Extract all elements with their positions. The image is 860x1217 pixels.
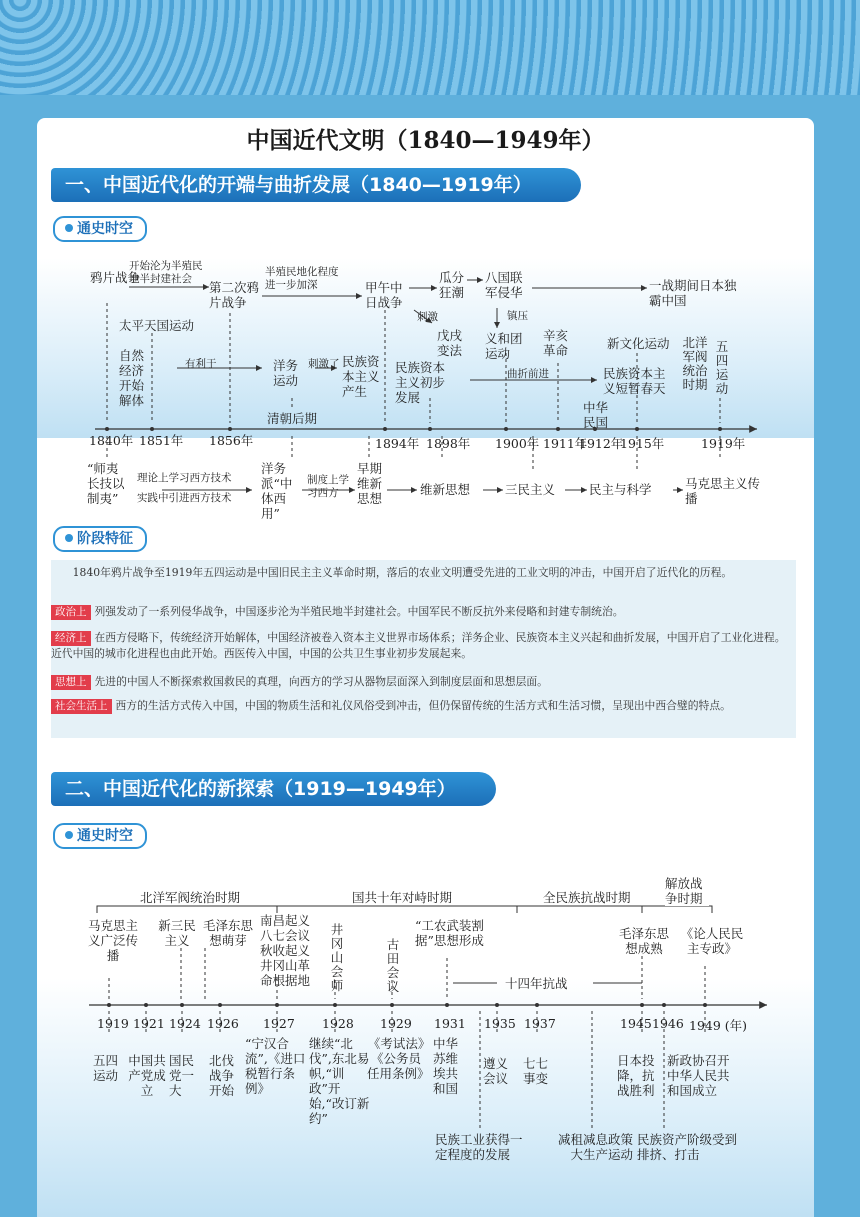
year2-1931: 1931 <box>434 1016 466 1031</box>
label-helpful: 有利于 <box>185 358 217 370</box>
thought-early-reform: 早期维新思想 <box>357 461 383 506</box>
event-chinese-soviet: 中华苏维埃共和国 <box>433 1036 459 1096</box>
section1-pill-timeline: 通史时空 <box>53 216 147 242</box>
decorative-wave-band <box>0 0 860 95</box>
year-1851: 1851年 <box>139 433 184 448</box>
event-may-fourth: 五四运动 <box>715 339 729 396</box>
event-nanchang-uprising: 南昌起义八七会议秋收起义井冈山革命根据地 <box>259 913 310 988</box>
label-semi-colonial-deepen: 半殖民地化程度进一步加深 <box>265 266 339 291</box>
thought-shiyi: “师夷长技以制夷” <box>87 461 125 506</box>
period-liberation: 解放战争时期 <box>665 876 709 906</box>
event-zunyi: 遵义会议 <box>483 1056 509 1086</box>
event-ninghan-merge: “宁汉合流”,《进口税暂行条例》 <box>245 1036 306 1096</box>
year-1919: 1919年 <box>701 436 746 451</box>
event-kmt-congress: 国民党一大 <box>169 1053 195 1098</box>
year2-1924: 1924 <box>169 1016 201 1031</box>
year-1911: 1911年 <box>543 436 588 451</box>
label-zigzag: 曲折前进 <box>507 368 549 380</box>
features-intro: 1840年鸦片战争至1919年五四运动是中国旧民主主义革命时期，落后的农业文明遭受先进的工业文明的冲击，中国开启了近代化的历程。 <box>72 566 733 579</box>
label-stimulate: 刺激 <box>417 311 438 323</box>
feature-politics: 政治上 列强发动了一系列侵华战争，中国逐步沦为半殖民地半封建社会。中国军民不断反抗外来侵略和封建专制统治。 <box>51 604 796 620</box>
event-sino-japanese-war: 甲午中日战争 <box>365 280 403 310</box>
thought-yangwupai: 洋务派“中体西用” <box>261 461 293 521</box>
label-late-qing: 清朝后期 <box>267 411 318 426</box>
event-gutian: 古田会议 <box>386 937 400 994</box>
label-natural-economy: 自然经济开始解体 <box>119 348 145 408</box>
event-northern-expedition: 北伐战争开始 <box>209 1053 235 1098</box>
section1-pill-features: 阶段特征 <box>53 526 147 552</box>
section1-heading: 一、中国近代化的开端与曲折发展（1840—1919年） <box>51 168 581 202</box>
label-stimulated: 刺激了 <box>308 358 340 370</box>
year2-1929: 1929 <box>380 1016 412 1031</box>
event-mao-thought-mature: 毛泽东思想成熟 <box>618 926 669 956</box>
event-industry-develop: 民族工业获得一定程度的发展 <box>435 1132 523 1162</box>
period-anti-japanese: 全民族抗战时期 <box>540 890 634 905</box>
event-opium-war: 鸦片战争 <box>90 270 141 285</box>
event-reform-1898: 戊戌变法 <box>437 328 463 358</box>
feature-society: 社会生活上 西方的生活方式传入中国，中国的物质生活和礼仪风俗受到冲击，但仍保留传统的生活方式和生活习惯，呈现出中西合璧的特点。 <box>51 698 796 714</box>
label-practice: 实践中引进西方技术 <box>137 492 232 504</box>
year2-1927: 1927 <box>263 1016 295 1031</box>
year-1915: 1915年 <box>620 436 665 451</box>
event-ww1-japan: 一战期间日本独霸中国 <box>649 278 737 308</box>
event-may4-1919: 五四运动 <box>93 1053 119 1083</box>
year-1894: 1894年 <box>375 436 420 451</box>
event-boxer-movement: 义和团运动 <box>485 331 523 361</box>
page-title: 中国近代文明（1840—1949年） <box>246 127 605 154</box>
document-page <box>37 118 814 1217</box>
thought-three-principles: 三民主义 <box>505 482 556 497</box>
event-taiping: 太平天国运动 <box>119 318 195 333</box>
event-peoples-democratic-dictatorship: 《论人民民主专政》 <box>680 926 744 956</box>
year-1912: 1912年 <box>579 436 624 451</box>
event-rent-reduction: 减租减息政策大生产运动 <box>557 1132 633 1162</box>
year2-1937: 1937 <box>524 1016 556 1031</box>
section2-pill-timeline: 通史时空 <box>53 823 147 849</box>
event-new-culture: 新文化运动 <box>607 336 670 351</box>
period-beiyang: 北洋军阀统治时期 <box>137 890 243 905</box>
year2-1945: 1945 <box>620 1016 652 1031</box>
label-semi-colonial: 开始沦为半殖民地半封建社会 <box>129 260 203 285</box>
year-1856: 1856年 <box>209 433 254 448</box>
year2-1921: 1921 <box>133 1016 165 1031</box>
event-prc-founded: 新政协召开中华人民共和国成立 <box>667 1053 730 1098</box>
event-japan-surrender: 日本投降，抗战胜利 <box>617 1053 655 1098</box>
period-14-years: 十四年抗战 <box>505 976 568 991</box>
label-national-capital-develop: 民族资本主义初步发展 <box>395 360 446 405</box>
period-kmt-cpc: 国共十年对峙时期 <box>349 890 455 905</box>
section2-heading: 二、中国近代化的新探索（1919—1949年） <box>51 772 496 806</box>
event-partition: 瓜分狂潮 <box>439 270 465 300</box>
event-northeast-flag: 继续“北伐”,东北易帜,“训政”开始,“改订新约” <box>309 1036 370 1126</box>
year2-1949: 1949 (年) <box>689 1018 748 1033</box>
year2-1928: 1928 <box>322 1016 354 1031</box>
thought-democracy-science: 民主与科学 <box>589 482 652 497</box>
year-1840: 1840年 <box>89 433 134 448</box>
year-1900: 1900年 <box>495 436 540 451</box>
feature-thought: 思想上 先进的中国人不断探索救国救民的真理，向西方的学习从器物层面深入到制度层面和思想层面。 <box>51 674 796 690</box>
year2-1926: 1926 <box>207 1016 239 1031</box>
label-suppress: 镇压 <box>507 310 528 322</box>
event-roc: 中华民国 <box>583 400 609 430</box>
year-1898: 1898年 <box>426 436 471 451</box>
feature-economy: 经济上 在西方侵略下，传统经济开始解体，中国经济被卷入资本主义世界市场体系；洋务企业、民族资本主义兴起和曲折发展，中国开启了工业化进程。近代中国的城市化进程也由此开始。西医传入中国，中国的公共卫生事业初步发展起来。 <box>51 631 786 660</box>
label-short-spring: 民族资本主义短暂春天 <box>603 366 666 396</box>
event-beiyang: 北洋军阀统治时期 <box>682 335 708 392</box>
year2-1946: 1946 <box>652 1016 684 1031</box>
event-second-opium-war: 第二次鸦片战争 <box>209 280 260 310</box>
thought-marxism: 马克思主义传播 <box>685 476 761 506</box>
event-armed-separatism: “工农武装割据”思想形成 <box>415 918 484 948</box>
thought-reform: 维新思想 <box>420 482 471 497</box>
event-eight-nation-alliance: 八国联军侵华 <box>485 270 523 300</box>
event-yangwu: 洋务运动 <box>273 358 299 388</box>
event-new-three-principles: 新三民主义 <box>158 918 196 948</box>
event-jinggangshan-meeting: 井冈山会师 <box>330 922 344 993</box>
event-mao-thought-sprout: 毛泽东思想萌芽 <box>202 918 253 948</box>
label-national-capital-emerge: 民族资本主义产生 <box>342 354 380 399</box>
event-marxism-spread: 马克思主义广泛传播 <box>87 918 138 963</box>
event-cpc-founded: 中国共产党成立 <box>128 1053 166 1098</box>
event-exam-law: 《考试法》《公务员任用条例》 <box>367 1036 430 1081</box>
label-theory: 理论上学习西方技术 <box>137 472 232 484</box>
year2-1935: 1935 <box>484 1016 516 1031</box>
event-july-7: 七七事变 <box>523 1056 549 1086</box>
label-system: 制度上学习西方 <box>307 474 349 499</box>
event-bourgeoisie-squeezed: 民族资产阶级受到排挤、打击 <box>637 1132 738 1162</box>
year2-1919: 1919 <box>97 1016 129 1031</box>
event-xinhai: 辛亥革命 <box>543 328 569 358</box>
